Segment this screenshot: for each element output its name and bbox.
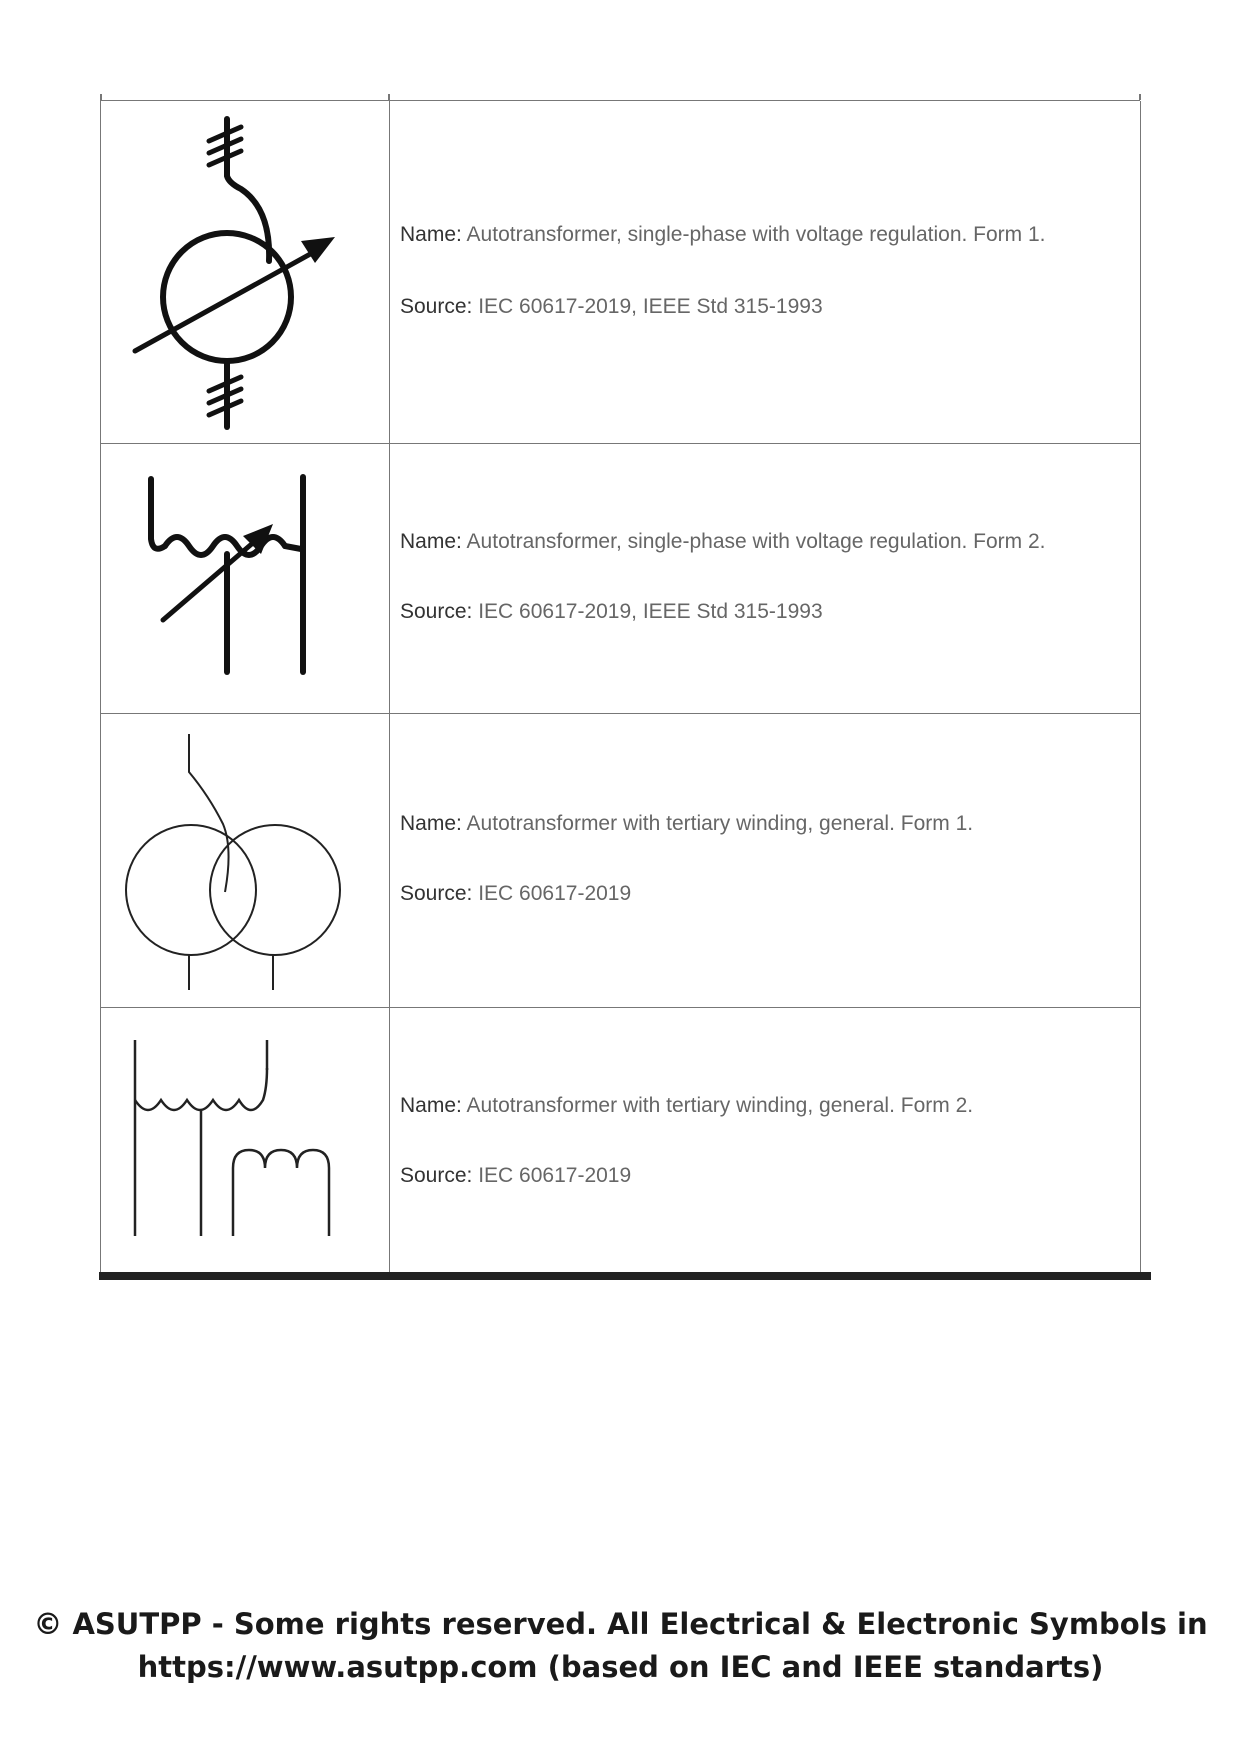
footer-line-2: https://www.asutpp.com (based on IEC and IEEE standarts) <box>137 1650 1104 1684</box>
symbol-name: Name: Autotransformer, single-phase with voltage regulation. Form 1. <box>400 223 1046 246</box>
footer-line-1: © ASUTPP - Some rights reserved. All Electrical & Electronic Symbols in <box>33 1607 1208 1641</box>
table-bottom-rule <box>99 1272 1151 1280</box>
autotransformer-tertiary-form2-symbol <box>101 1008 389 1273</box>
symbol-cell <box>100 1008 390 1273</box>
symbol-source: Source: IEC 60617-2019, IEEE Std 315-1993 <box>400 600 823 623</box>
description-cell <box>388 444 1141 714</box>
autotransformer-regulated-form1-symbol <box>101 101 389 444</box>
symbol-source: Source: IEC 60617-2019 <box>400 1164 632 1187</box>
table-row <box>100 100 1140 444</box>
symbol-name: Name: Autotransformer with tertiary winding, general. Form 1. <box>400 812 974 835</box>
description-cell <box>388 101 1141 444</box>
table-row <box>100 713 1140 1008</box>
description-cell <box>388 1008 1141 1273</box>
symbol-cell <box>100 101 390 444</box>
symbol-name: Name: Autotransformer with tertiary winding, general. Form 2. <box>400 1094 974 1117</box>
symbol-source: Source: IEC 60617-2019 <box>400 882 632 905</box>
autotransformer-tertiary-form1-symbol <box>101 714 389 1008</box>
description-cell <box>388 714 1141 1008</box>
symbol-cell <box>100 444 390 714</box>
symbol-name: Name: Autotransformer, single-phase with voltage regulation. Form 2. <box>400 530 1046 553</box>
copyright-footer <box>0 1603 1241 1689</box>
symbol-source: Source: IEC 60617-2019, IEEE Std 315-1993 <box>400 295 823 318</box>
symbol-cell <box>100 714 390 1008</box>
table-row <box>100 443 1140 714</box>
table-row <box>100 1007 1140 1273</box>
autotransformer-regulated-form2-symbol <box>101 444 389 714</box>
